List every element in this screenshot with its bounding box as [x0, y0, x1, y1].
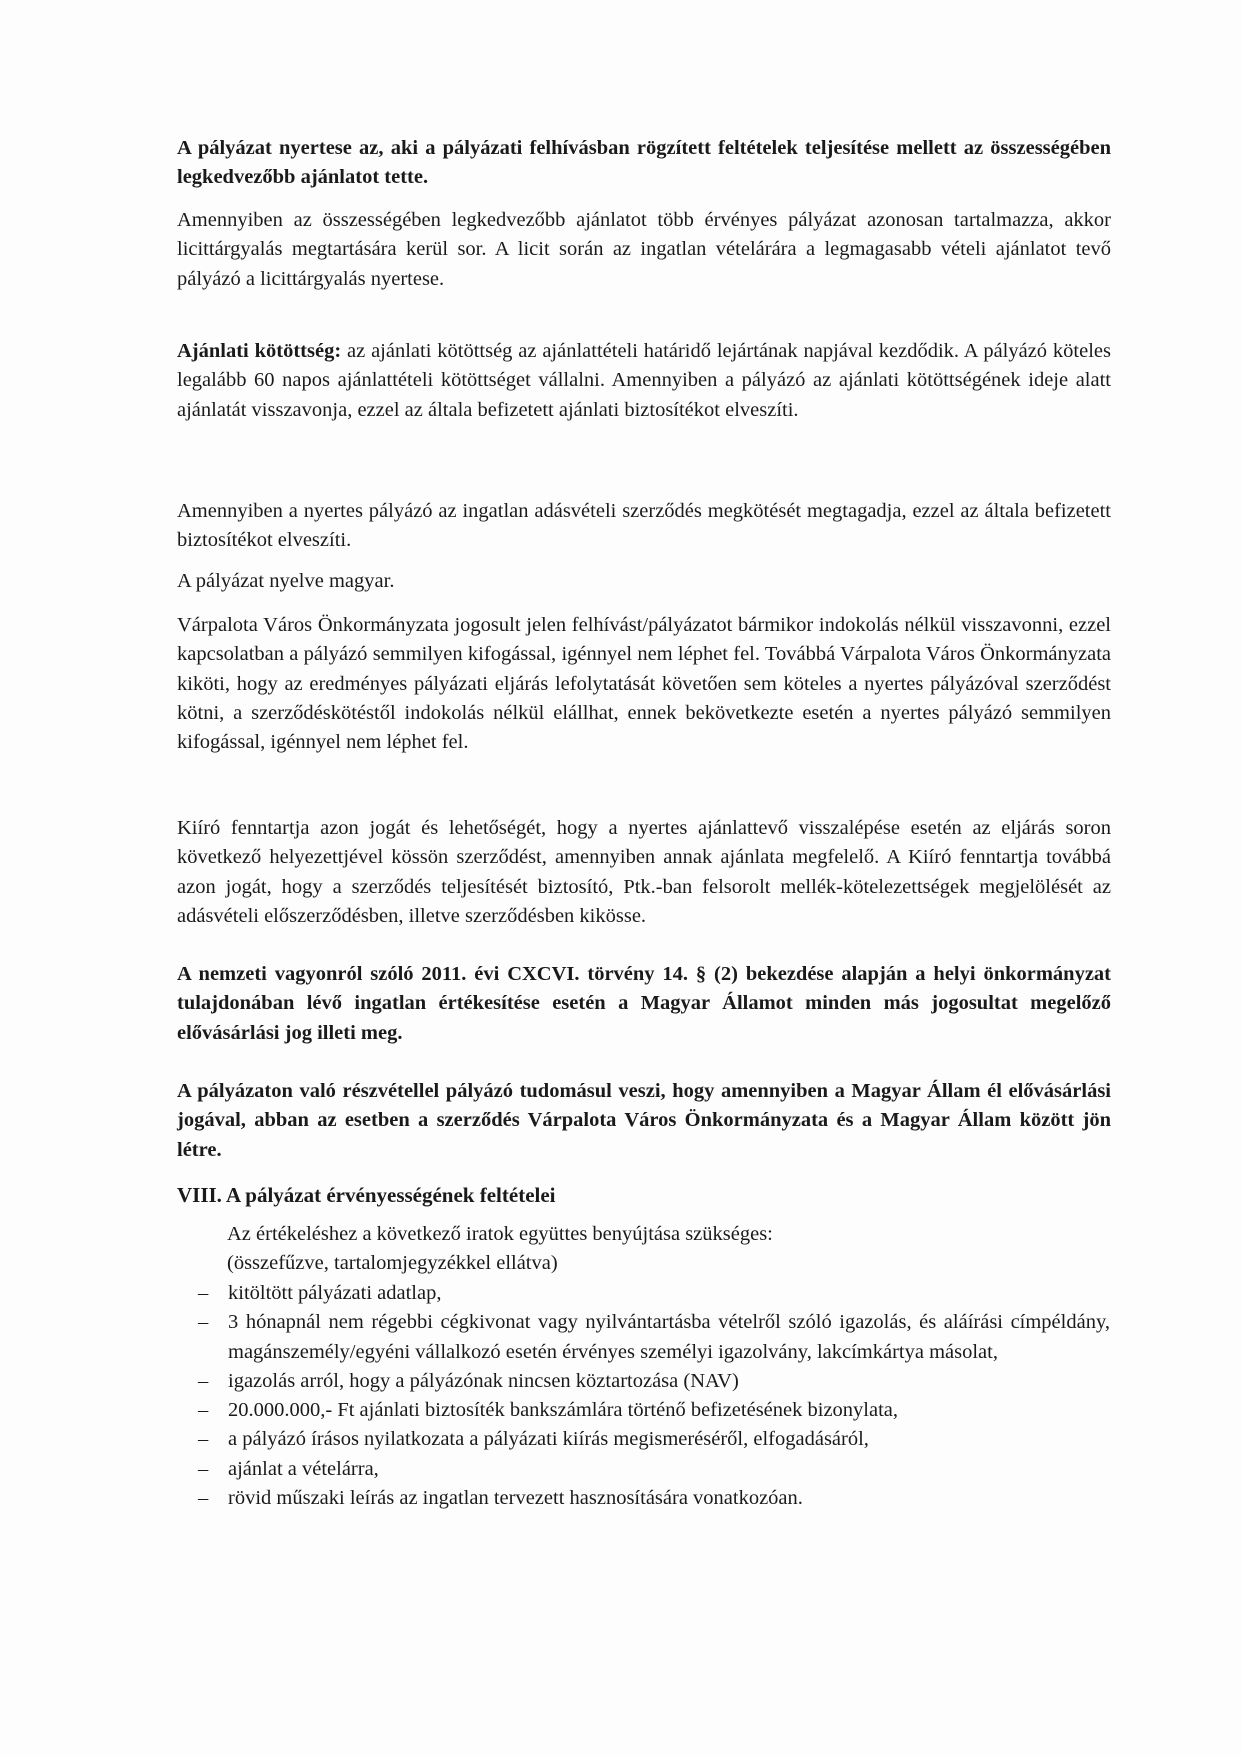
paragraph-bid-commitment	[177, 337, 1111, 425]
dash-bullet-icon: –	[198, 1369, 209, 1392]
dash-bullet-icon: –	[198, 1399, 209, 1422]
paragraph-deposit-loss: Amennyiben a nyertes pályázó az ingatlan adásvételi szerződés megkötését megtagadja, ezzel az általa befizetett biztosítékot elveszíti.	[177, 500, 1111, 552]
bid-commitment-text: az ajánlati kötöttség az ajánlattételi határidő lejártának napjával kezdődik. A pályázó köteles legalább 60 napos ajánlattételi kötöttséget vállalni. Amennyiben a pályázó az ajánlati kötöttségének ideje alatt ajánlatát visszavonja, ezzel az általa befizetett ajánlati biztosítékot elveszíti.	[177, 340, 1111, 421]
paragraph-auction: Amennyiben az összességében legkedvezőbb ajánlatot több érvényes pályázat azonosan tartalmazza, akkor licittárgyalás megtartására kerül sor. A licit során az ingatlan vételárára a legmagasabb vételi ajánlatot tevő pályázó a licittárgyalás nyertese.	[177, 209, 1111, 290]
paragraph-language: A pályázat nyelve magyar.	[177, 570, 395, 592]
dash-bullet-icon: –	[198, 1311, 209, 1334]
list-item: – 20.000.000,- Ft ajánlati biztosíték bankszámlára történő befizetésének bizonylata,	[198, 1396, 1110, 1425]
list-item: – a pályázó írásos nyilatkozata a pályázati kiírás megismeréséről, elfogadásáról,	[198, 1425, 1110, 1454]
paragraph-issuer-rights: Kiíró fenntartja azon jogát és lehetőségét, hogy a nyertes ajánlattevő visszalépése esetén az eljárás soron következő helyezettjével kössön szerződést, amennyiben annak ajánlata megfelelő. A Kiíró fenntartja továbbá azon jogát, hogy a szerződés teljesítését biztosító, Ptk.-ban felsorolt mellék-kötelezettségek megjelölését az adásvételi előszerződésben, illetve szerződésben kikösse.	[177, 817, 1111, 927]
section-heading: VIII. A pályázat érvényességének feltételei	[177, 1183, 556, 1207]
section-intro-line2: (összefűzve, tartalomjegyzékkel ellátva)	[227, 1252, 558, 1275]
list-item: – rövid műszaki leírás az ingatlan tervezett hasznosítására vonatkozóan.	[198, 1484, 1110, 1513]
list-item: – igazolás arról, hogy a pályázónak nincsen köztartozása (NAV)	[198, 1367, 1110, 1396]
section-intro	[227, 1220, 1107, 1279]
dash-bullet-icon: –	[198, 1428, 209, 1451]
required-documents-list	[198, 1279, 1110, 1513]
section-intro-line1: Az értékeléshez a következő iratok együttes benyújtása szükséges:	[227, 1223, 773, 1245]
list-item: – ajánlat a vételárra,	[198, 1455, 1110, 1484]
paragraph-withdrawal-right: Várpalota Város Önkormányzata jogosult jelen felhívást/pályázatot bármikor indokolás nélkül visszavonni, ezzel kapcsolatban a pályázó semmilyen kifogással, igénnyel nem léphet fel. Továbbá Várpalota Város Önkormányzata kiköti, hogy az eredményes pályázati eljárás lefolytatását követően sem köteles a nyertes pályázóval szerződést kötni, a szerződéskötéstől indokolás nélkül elállhat, ennek bekövetkezte esetén a nyertes pályázó semmilyen kifogással, igénnyel nem léphet fel.	[177, 614, 1111, 754]
bid-commitment-label: Ajánlati kötöttség:	[177, 340, 342, 362]
list-item: – 3 hónapnál nem régebbi cégkivonat vagy nyilvántartásba vételről szóló igazolás, és aláírási címpéldány, magánszemély/egyéni vállalkozó esetén érvényes személyi igazolvány, lakcímkártya másolat,	[198, 1308, 1110, 1367]
paragraph-state-contract: A pályázaton való részvétellel pályázó tudomásul veszi, hogy amennyiben a Magyar Állam él elővásárlási jogával, abban az esetben a szerződés Várpalota Város Önkormányzata és a Magyar Állam között jön létre.	[177, 1080, 1111, 1161]
dash-bullet-icon: –	[198, 1487, 209, 1510]
list-item: – kitöltött pályázati adatlap,	[198, 1279, 1110, 1308]
paragraph-state-preemption: A nemzeti vagyonról szóló 2011. évi CXCVI. törvény 14. § (2) bekezdése alapján a helyi önkormányzat tulajdonában lévő ingatlan értékesítése esetén a Magyar Államot minden más jogosultat megelőző elővásárlási jog illeti meg.	[177, 963, 1111, 1044]
paragraph-winner: A pályázat nyertese az, aki a pályázati felhívásban rögzített feltételek teljesítése mellett az összességében legkedvezőbb ajánlatot tette.	[177, 137, 1111, 189]
dash-bullet-icon: –	[198, 1457, 209, 1480]
dash-bullet-icon: –	[198, 1282, 209, 1304]
